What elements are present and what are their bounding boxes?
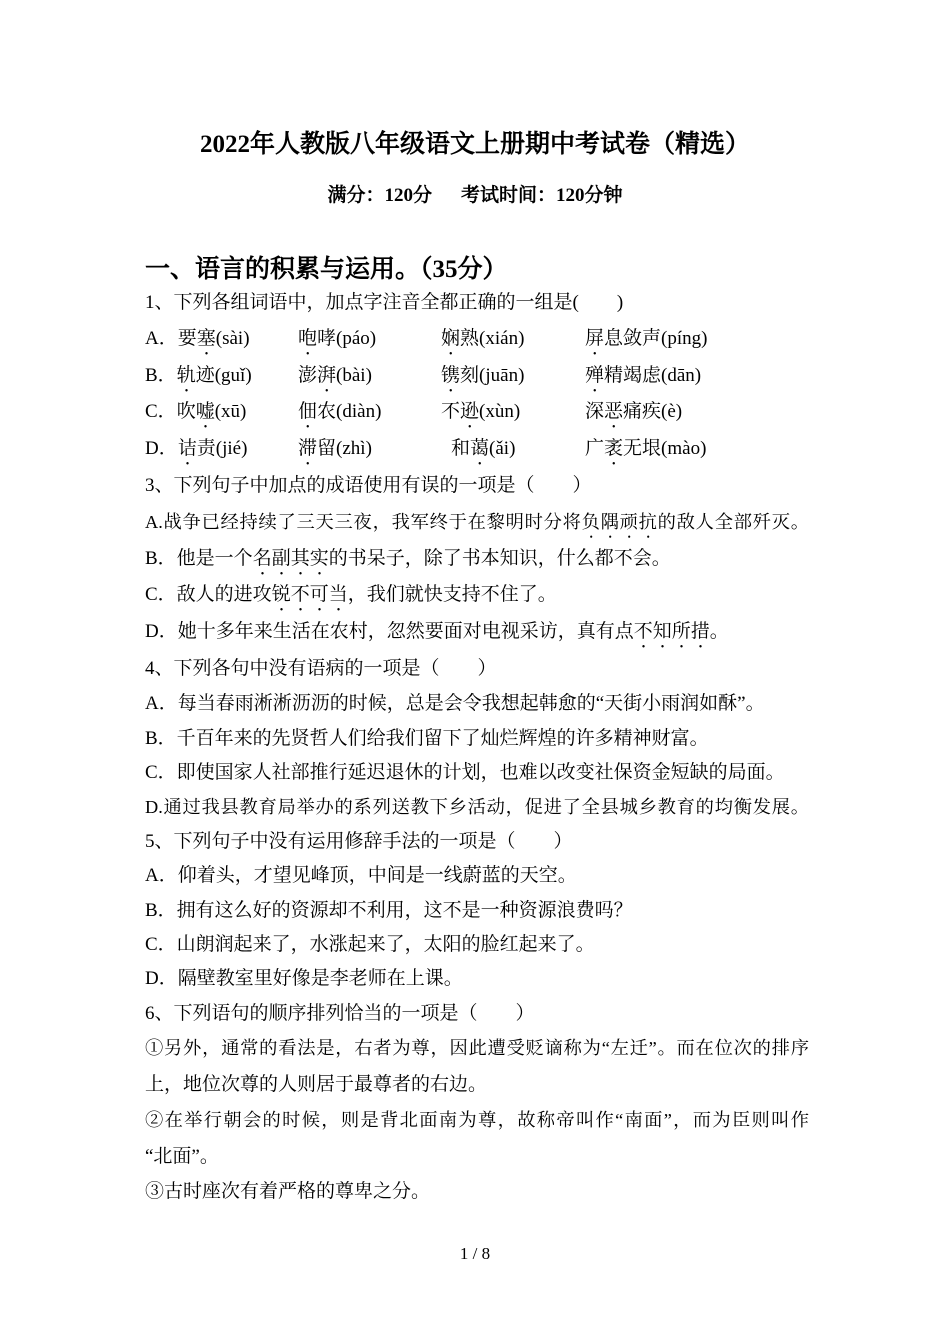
pinyin: (zhì) (336, 438, 372, 460)
pinyin: (juān) (479, 364, 525, 386)
q1-b-word-4 (585, 358, 809, 395)
q4-option-d: D.通过我县教育局举办的系列送教下乡活动，促进了全县城乡教育的均衡发展。 (145, 797, 809, 818)
word-part: 无垠 (623, 438, 662, 460)
q1-option-row-d (145, 431, 809, 468)
sentence-part: B．他是一个 (145, 547, 253, 569)
q4-option-c: C．即使国家人社部推行延迟退休的计划，也难以改变社保资金短缺的局面。 (145, 762, 785, 783)
dotted-char: 恶 (604, 401, 624, 423)
dotted-char: 娴 (441, 328, 461, 350)
q1-a-word-4 (585, 321, 809, 358)
q1-d-word-2 (298, 431, 441, 468)
word-part: 息敛声 (604, 328, 662, 350)
sentence-part: A.战争已经持续了三天三夜，我军终于在黎明时分将 (145, 512, 582, 533)
q4-stem: 4、下列各句中没有语病的一项是（ ） (145, 657, 497, 679)
q1-option-row-b (145, 358, 809, 395)
q6-sentence-3: ③古时座次有着严格的尊卑之分。 (145, 1181, 431, 1203)
question-group-2 (145, 687, 809, 1031)
q1-c-word-2 (298, 394, 441, 431)
option-label: A． (145, 328, 178, 350)
q6-sentence-1-line-2: 上，地位次尊的人则居于最尊者的右边。 (145, 1073, 488, 1095)
sentence-part: D．她十多年来生活在农村，忽然要面对电视采访，真有点 (145, 621, 634, 643)
sentence-part: 的敌人全部歼灭。 (657, 512, 809, 533)
q3-option-a (145, 504, 809, 541)
dotted-char: 滞 (298, 438, 318, 460)
word-part: 精竭虑 (604, 364, 662, 386)
dotted-char: 镌 (441, 364, 461, 386)
word-part: 农 (317, 401, 337, 423)
word-part: 吹 (176, 401, 196, 423)
q5-option-c: C．山朗润起来了，水涨起来了，太阳的脸红起来了。 (145, 933, 595, 955)
word-part: 和 (451, 438, 471, 460)
exam-title: 2022年人教版八年级语文上册期中考试卷（精选） (199, 131, 750, 158)
dotted-char: 逊 (460, 401, 480, 423)
q1-b-word-3 (441, 358, 585, 395)
q1-a-word-2 (298, 321, 441, 358)
sentence-part: ，我们就快支持不住了。 (347, 584, 557, 606)
pinyin: (guǐ) (214, 364, 252, 386)
q3-option-b (145, 541, 809, 578)
pinyin: (xū) (214, 401, 247, 423)
q5-option-d: D．隔壁教室里好像是李老师在上课。 (145, 968, 463, 990)
q1-d-word-1 (145, 431, 298, 468)
q1-c-word-4 (585, 394, 809, 431)
option-label: D． (145, 438, 178, 460)
dotted-idiom: 锐不可当 (271, 584, 348, 606)
q3-stem: 3、下列句子中加点的成语使用有误的一项是（ ） (145, 474, 592, 496)
pinyin: (dān) (661, 364, 702, 386)
pinyin: (ǎi) (489, 438, 516, 460)
dotted-char: 轨 (176, 364, 196, 386)
dotted-char: 湃 (317, 364, 337, 386)
page-number: 1 / 8 (459, 1244, 491, 1263)
sentence-part: C．敌人的进攻 (145, 584, 272, 606)
word-part: 痛疾 (623, 401, 662, 423)
word-part: 广 (585, 438, 605, 460)
q5-stem: 5、下列句子中没有运用修辞手法的一项是（ ） (145, 830, 573, 852)
dotted-char: 嘘 (195, 401, 215, 423)
dotted-char: 咆 (298, 328, 318, 350)
word-part: 哮 (317, 328, 337, 350)
pinyin: (bài) (336, 364, 372, 386)
q5-option-a: A．仰着头，才望见峰顶，中间是一线蔚蓝的天空。 (145, 865, 577, 887)
pinyin: (sài) (215, 328, 250, 350)
question-group-1 (145, 285, 809, 688)
question-group-3 (145, 1031, 809, 1210)
dotted-char: 塞 (196, 328, 216, 350)
word-part: 刻 (460, 364, 480, 386)
q5-option-b: B．拥有这么好的资源却不利用，这不是一种资源浪费吗？ (145, 899, 633, 921)
q1-d-word-3 (441, 431, 585, 468)
pinyin: (è) (661, 401, 683, 423)
full-score: 满分：120分 (327, 185, 432, 206)
dotted-char: 蔼 (470, 438, 490, 460)
pinyin: (jié) (215, 438, 248, 460)
q3-option-c (145, 577, 809, 614)
q1-option-row-c (145, 394, 809, 431)
q1-b-word-2 (298, 358, 441, 395)
dotted-char: 诘 (177, 438, 197, 460)
word-part: 迹 (195, 364, 215, 386)
pinyin: (xián) (479, 328, 525, 350)
q6-sentence-2-line-2: “北面”。 (145, 1145, 219, 1167)
q1-c-word-1 (145, 394, 298, 431)
pinyin: (píng) (661, 328, 708, 350)
word-part: 不 (441, 401, 461, 423)
q1-a-word-1 (145, 321, 298, 358)
section-heading: 一、语言的积累与运用。（35分） (145, 256, 508, 283)
q4-option-b: B．千百年来的先贤哲人们给我们留下了灿烂辉煌的许多精神财富。 (145, 727, 709, 749)
dotted-idiom: 名副其实 (252, 547, 329, 569)
pinyin: (diàn) (336, 401, 382, 423)
q6-sentence-1-line-1: ①另外，通常的看法是，右者为尊，因此遭受贬谪称为“左迁”。而在位次的排序 (145, 1038, 809, 1059)
word-part: 要 (177, 328, 197, 350)
q1-a-word-3 (441, 321, 585, 358)
pinyin: (xùn) (479, 401, 521, 423)
option-label: B． (145, 364, 177, 386)
sentence-part: 。 (709, 621, 729, 643)
word-part: 深 (585, 401, 605, 423)
q1-option-row-a (145, 321, 809, 358)
q1-d-word-4 (585, 431, 809, 468)
q1-c-word-3 (441, 394, 585, 431)
dotted-char: 屏 (585, 328, 605, 350)
q3-option-d (145, 614, 809, 651)
dotted-idiom: 不知所措 (633, 621, 710, 643)
q4-option-a: A．每当春雨淅淅沥沥的时候，总是会令我想起韩愈的“天街小雨润如酥”。 (145, 693, 765, 715)
sentence-part: 的书呆子，除了书本知识，什么都不会。 (328, 547, 671, 569)
pinyin: (páo) (336, 328, 377, 350)
dotted-char: 殚 (585, 364, 605, 386)
q6-stem: 6、下列语句的顺序排列恰当的一项是（ ） (145, 1002, 535, 1024)
word-part: 澎 (298, 364, 318, 386)
word-part: 责 (196, 438, 216, 460)
section-body (145, 285, 809, 1210)
q1-stem: 1、下列各组词语中，加点字注音全都正确的一组是( ) (145, 291, 624, 313)
word-part: 留 (317, 438, 337, 460)
word-part: 熟 (460, 328, 480, 350)
exam-info (0, 182, 950, 210)
pinyin: (mào) (661, 438, 707, 460)
q6-sentence-2-line-1: ②在举行朝会的时候，则是背北面南为尊，故称帝叫作“南面”，而为臣则叫作 (145, 1109, 809, 1130)
dotted-idiom: 负隅顽抗 (581, 512, 658, 533)
q1-b-word-1 (145, 358, 298, 395)
dotted-char: 袤 (604, 438, 624, 460)
exam-time: 考试时间：120分钟 (461, 185, 623, 206)
option-label: C． (145, 401, 177, 423)
dotted-char: 佃 (298, 401, 318, 423)
